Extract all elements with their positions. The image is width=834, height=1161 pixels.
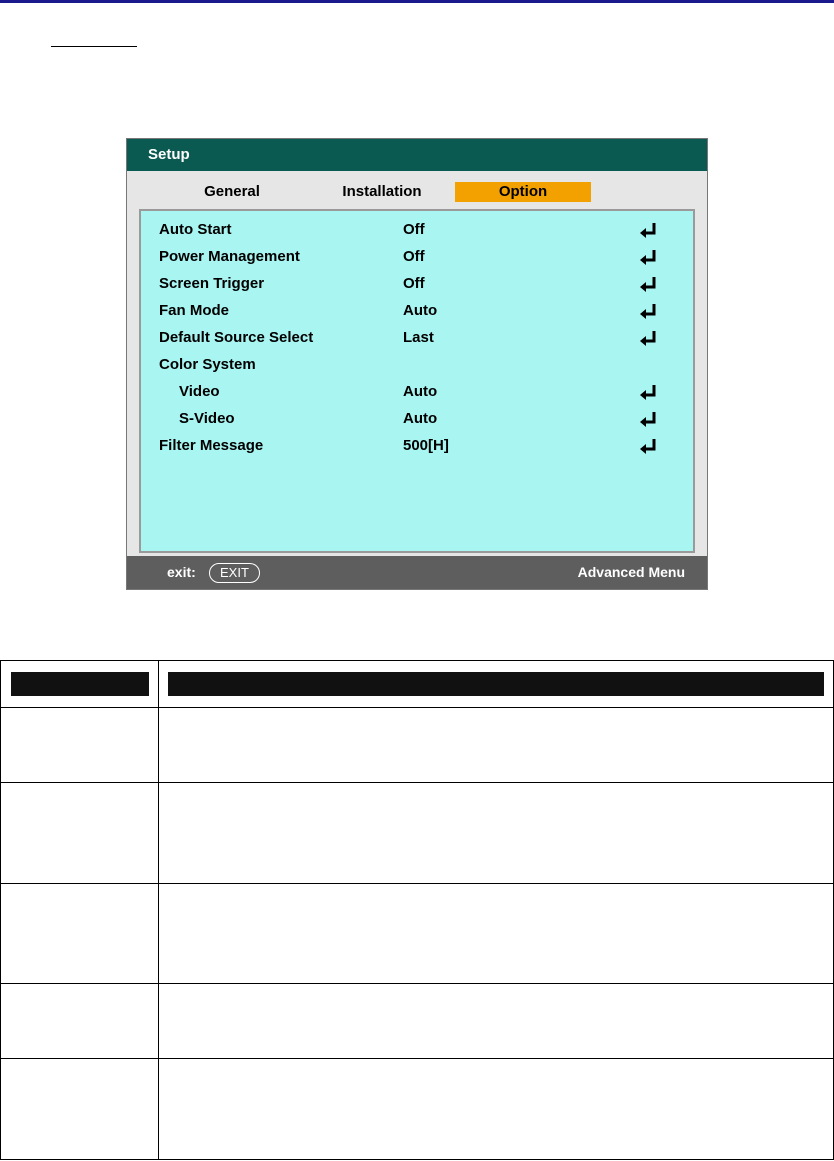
table-header-description	[168, 672, 824, 696]
tab-general[interactable]: General	[204, 183, 260, 200]
row-label: Power Management	[159, 248, 300, 265]
options-panel	[139, 209, 695, 553]
osd-title: Setup	[127, 139, 707, 171]
menu-row-s-video[interactable]	[141, 408, 693, 430]
table-header-item	[11, 672, 149, 696]
enter-icon	[639, 303, 659, 319]
enter-icon	[639, 276, 659, 292]
menu-row-auto-start[interactable]	[141, 219, 693, 241]
row-divider	[1, 707, 833, 708]
heading-underline	[51, 46, 137, 47]
column-divider	[158, 661, 159, 1159]
row-label: Fan Mode	[159, 302, 229, 319]
row-divider	[1, 1058, 833, 1059]
enter-icon	[639, 411, 659, 427]
enter-icon	[639, 330, 659, 346]
menu-row-power-management[interactable]	[141, 246, 693, 268]
enter-icon	[639, 438, 659, 454]
row-divider	[1, 983, 833, 984]
setup-osd-window	[126, 138, 708, 590]
row-label: Auto Start	[159, 221, 232, 238]
row-value: Last	[403, 329, 434, 346]
row-value: Off	[403, 248, 425, 265]
menu-row-color-system	[141, 354, 693, 376]
exit-label: exit:	[167, 564, 196, 580]
row-value: Off	[403, 275, 425, 292]
row-label: Filter Message	[159, 437, 264, 454]
menu-row-filter-message[interactable]	[141, 435, 693, 457]
enter-icon	[639, 222, 659, 238]
tab-option[interactable]: Option	[455, 182, 591, 202]
row-value: Auto	[403, 383, 438, 400]
menu-row-screen-trigger[interactable]	[141, 273, 693, 295]
row-divider	[1, 782, 833, 783]
row-divider	[1, 883, 833, 884]
row-label: S-Video	[179, 410, 235, 427]
row-label: Default Source Select	[159, 329, 314, 346]
enter-icon	[639, 249, 659, 265]
description-table	[0, 660, 834, 1160]
menu-row-fan-mode[interactable]	[141, 300, 693, 322]
menu-row-default-source-select[interactable]	[141, 327, 693, 349]
exit-button[interactable]: EXIT	[209, 563, 260, 583]
row-label: Video	[179, 383, 220, 400]
row-value: 500[H]	[403, 437, 449, 454]
row-value: Auto	[403, 302, 438, 319]
osd-footer	[127, 556, 707, 589]
row-value: Off	[403, 221, 425, 238]
row-value: Auto	[403, 410, 438, 427]
menu-row-video[interactable]	[141, 381, 693, 403]
tab-installation[interactable]: Installation	[342, 183, 422, 200]
advanced-menu-label: Advanced Menu	[577, 564, 685, 580]
row-label: Color System	[159, 356, 256, 373]
enter-icon	[639, 384, 659, 400]
osd-body	[127, 171, 707, 556]
row-label: Screen Trigger	[159, 275, 265, 292]
top-rule	[0, 0, 834, 3]
